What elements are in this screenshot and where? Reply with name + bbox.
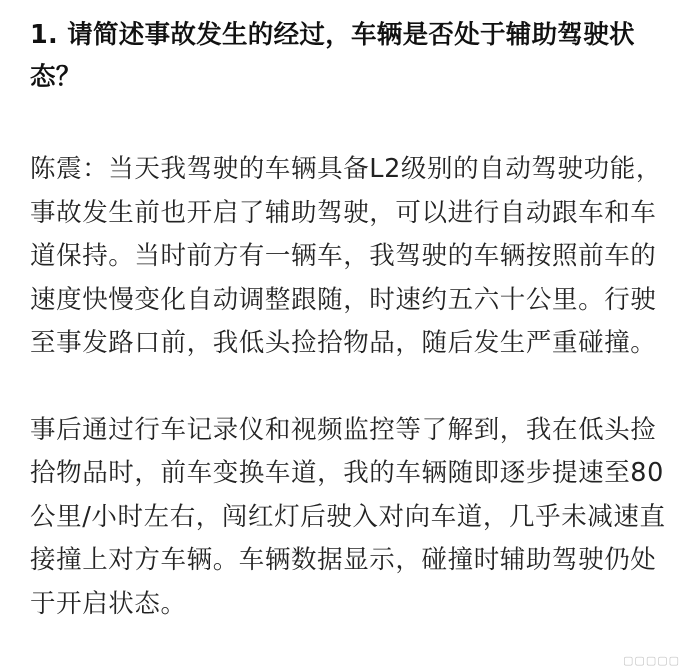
article-body	[30, 14, 670, 626]
answer-paragraph-1: 陈震：当天我驾驶的车辆具备L2级别的自动驾驶功能，事故发生前也开启了辅助驾驶，可以进行自动跟车和车道保持。当时前方有一辆车，我驾驶的车辆按照前车的速度快慢变化自动调整跟随，时速约五六十公里。行驶至事发路口前，我低头捡拾物品，随后发生严重碰撞。	[30, 154, 662, 358]
question-heading: 1. 请简述事故发生的经过，车辆是否处于辅助驾驶状态？	[30, 20, 635, 92]
watermark: ▢▢▢▢▢	[623, 654, 680, 667]
answer-paragraph-2: 事后通过行车记录仪和视频监控等了解到，我在低头捡拾物品时，前车变换车道，我的车辆随即逐步提速至80公里/小时左右，闯红灯后驶入对向车道，几乎未减速直接撞上对方车辆。车辆数据显示，碰撞时辅助驾驶仍处于开启状态。	[30, 414, 666, 619]
